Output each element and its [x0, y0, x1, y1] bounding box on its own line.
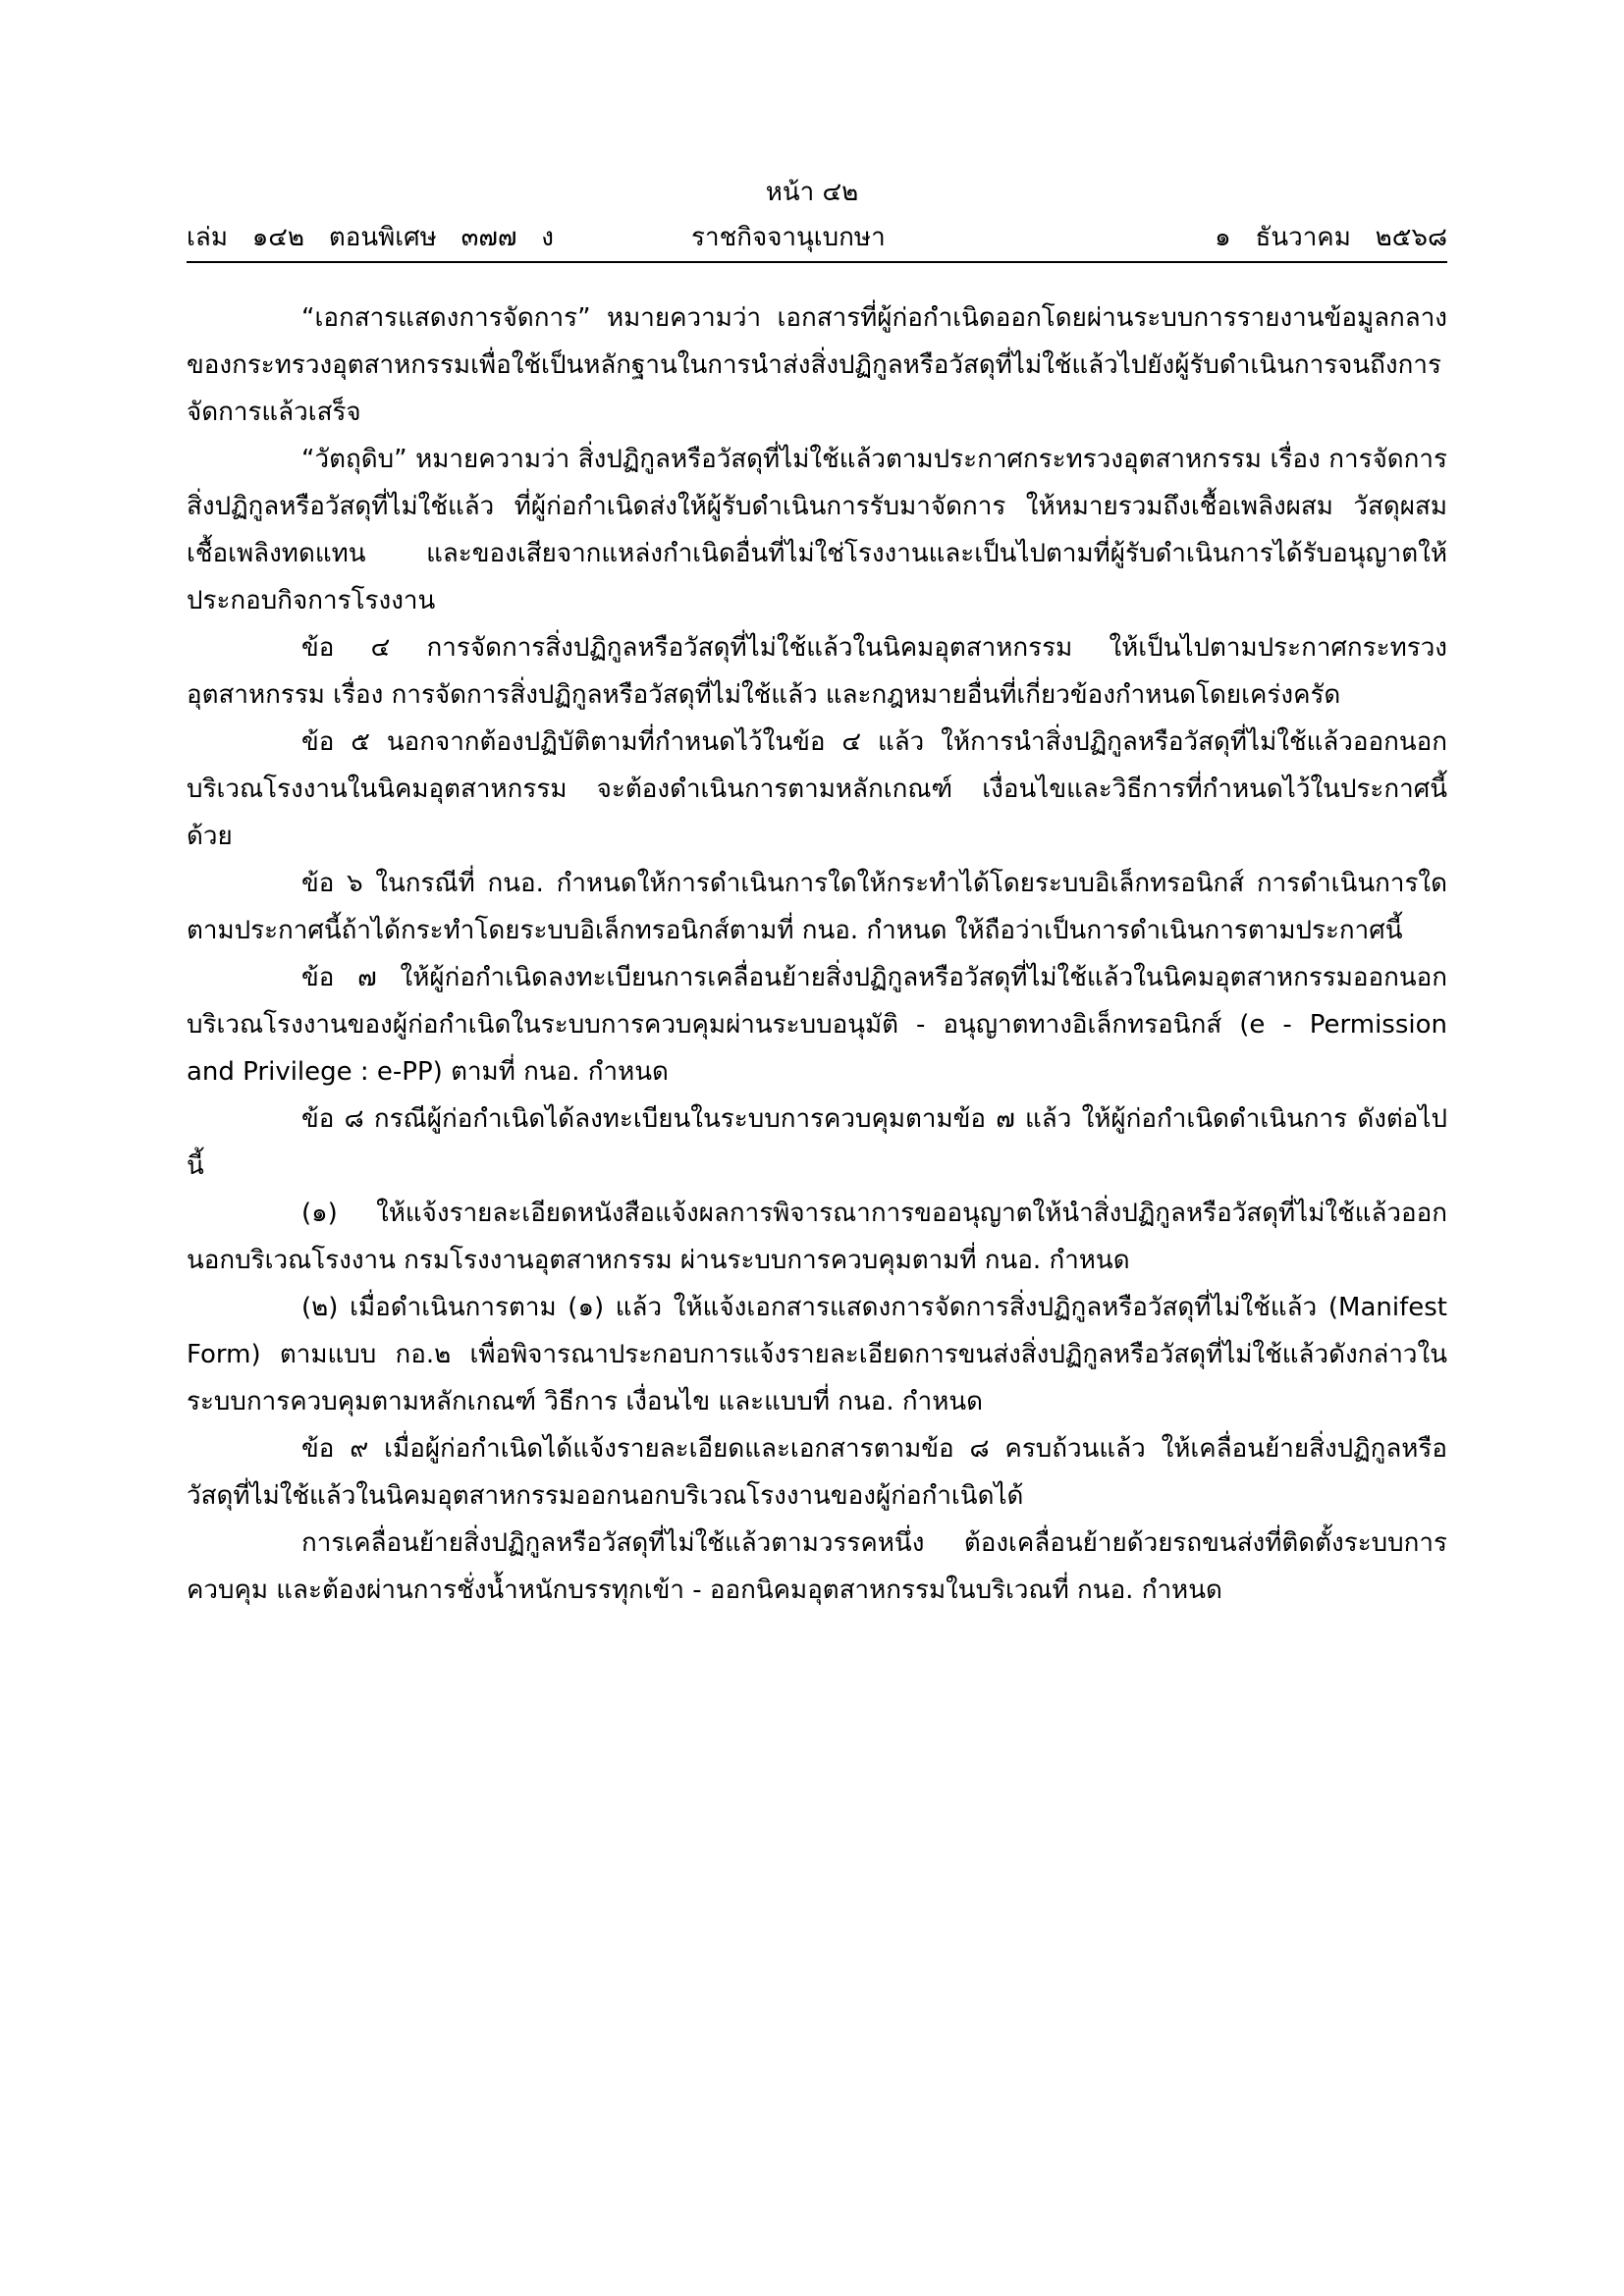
paragraph-clause-9: ข้อ ๙ เมื่อผู้ก่อกำเนิดได้แจ้งรายละเอียดและเอกสารตามข้อ ๘ ครบถ้วนแล้ว ให้เคลื่อนย้ายสิ่งปฏิกูลหรือวัสดุที่ไม่ใช้แล้วในนิคมอุตสาหกรรมออกนอกบริเวณโรงงานของผู้ก่อกำเนิดได้: [187, 1434, 1447, 1511]
header-divider: [187, 261, 1447, 263]
volume-issue: เล่ม ๑๔๒ ตอนพิเศษ ๓๗๗ ง: [187, 223, 554, 252]
gazette-title: ราชกิจจานุเบกษา: [691, 223, 886, 252]
paragraph-clause-4: ข้อ ๔ การจัดการสิ่งปฏิกูลหรือวัสดุที่ไม่ใช้แล้วในนิคมอุตสาหกรรม ให้เป็นไปตามประกาศกระทรวงอุตสาหกรรม เรื่อง การจัดการสิ่งปฏิกูลหรือวัสดุที่ไม่ใช้แล้ว และกฎหมายอื่นที่เกี่ยวข้องกำหนดโดยเคร่งครัด: [187, 633, 1447, 710]
paragraph-clause-8-item-1: (๑) ให้แจ้งรายละเอียดหนังสือแจ้งผลการพิจารณาการขออนุญาตให้นำสิ่งปฏิกูลหรือวัสดุที่ไม่ใช้แล้วออกนอกบริเวณโรงงาน กรมโรงงานอุตสาหกรรม ผ่านระบบการควบคุมตามที่ กนอ. กำหนด: [187, 1199, 1447, 1275]
paragraph-definition-manifest: “เอกสารแสดงการจัดการ” หมายความว่า เอกสารที่ผู้ก่อกำเนิดออกโดยผ่านระบบการรายงานข้อมูลกลางของกระทรวงอุตสาหกรรมเพื่อใช้เป็นหลักฐานในการนำส่งสิ่งปฏิกูลหรือวัสดุที่ไม่ใช้แล้วไปยังผู้รับดำเนินการจนถึงการจัดการแล้วเสร็จ: [187, 303, 1447, 427]
paragraph-clause-8-item-2: (๒) เมื่อดำเนินการตาม (๑) แล้ว ให้แจ้งเอกสารแสดงการจัดการสิ่งปฏิกูลหรือวัสดุที่ไม่ใช้แล้ว (Manifest Form) ตามแบบ กอ.๒ เพื่อพิจารณาประกอบการแจ้งรายละเอียดการขนส่งสิ่งปฏิกูลหรือวัสดุที่ไม่ใช้แล้วดังกล่าวในระบบการควบคุมตามหลักเกณฑ์ วิธีการ เงื่อนไข และแบบที่ กนอ. กำหนด: [187, 1293, 1447, 1416]
paragraph-clause-6: ข้อ ๖ ในกรณีที่ กนอ. กำหนดให้การดำเนินการใดให้กระทำได้โดยระบบอิเล็กทรอนิกส์ การดำเนินการใดตามประกาศนี้ถ้าได้กระทำโดยระบบอิเล็กทรอนิกส์ตามที่ กนอ. กำหนด ให้ถือว่าเป็นการดำเนินการตามประกาศนี้: [187, 869, 1447, 945]
document-body: [187, 294, 1447, 1614]
publication-date: ๑ ธันวาคม ๒๕๖๘: [1215, 223, 1447, 252]
paragraph-clause-8: ข้อ ๘ กรณีผู้ก่อกำเนิดได้ลงทะเบียนในระบบการควบคุมตามข้อ ๗ แล้ว ให้ผู้ก่อกำเนิดดำเนินการ ดังต่อไปนี้: [187, 1104, 1447, 1181]
gazette-header: [187, 218, 1447, 257]
paragraph-definition-raw-material: “วัตถุดิบ” หมายความว่า สิ่งปฏิกูลหรือวัสดุที่ไม่ใช้แล้วตามประกาศกระทรวงอุตสาหกรรม เรื่อง การจัดการสิ่งปฏิกูลหรือวัสดุที่ไม่ใช้แล้ว ที่ผู้ก่อกำเนิดส่งให้ผู้รับดำเนินการรับมาจัดการ ให้หมายรวมถึงเชื้อเพลิงผสม วัสดุผสม เชื้อเพลิงทดแทน และของเสียจากแหล่งกำเนิดอื่นที่ไม่ใช่โรงงานและเป็นไปตามที่ผู้รับดำเนินการได้รับอนุญาตให้ประกอบกิจการโรงงาน: [187, 445, 1447, 615]
paragraph-clause-9-second: การเคลื่อนย้ายสิ่งปฏิกูลหรือวัสดุที่ไม่ใช้แล้วตามวรรคหนึ่ง ต้องเคลื่อนย้ายด้วยรถขนส่งที่ติดตั้งระบบการควบคุม และต้องผ่านการชั่งน้ำหนักบรรทุกเข้า - ออกนิคมอุตสาหกรรมในบริเวณที่ กนอ. กำหนด: [187, 1528, 1447, 1605]
paragraph-clause-7: ข้อ ๗ ให้ผู้ก่อกำเนิดลงทะเบียนการเคลื่อนย้ายสิ่งปฏิกูลหรือวัสดุที่ไม่ใช้แล้วในนิคมอุตสาหกรรมออกนอกบริเวณโรงงานของผู้ก่อกำเนิดในระบบการควบคุมผ่านระบบอนุมัติ - อนุญาตทางอิเล็กทรอนิกส์ (e - Permission and Privilege : e-PP) ตามที่ กนอ. กำหนด: [187, 963, 1447, 1087]
paragraph-clause-5: ข้อ ๕ นอกจากต้องปฏิบัติตามที่กำหนดไว้ในข้อ ๔ แล้ว ให้การนำสิ่งปฏิกูลหรือวัสดุที่ไม่ใช้แล้วออกนอกบริเวณโรงงานในนิคมอุตสาหกรรม จะต้องดำเนินการตามหลักเกณฑ์ เงื่อนไขและวิธีการที่กำหนดไว้ในประกาศนี้ด้วย: [187, 727, 1447, 851]
page-number: หน้า ๔๒: [765, 178, 859, 207]
